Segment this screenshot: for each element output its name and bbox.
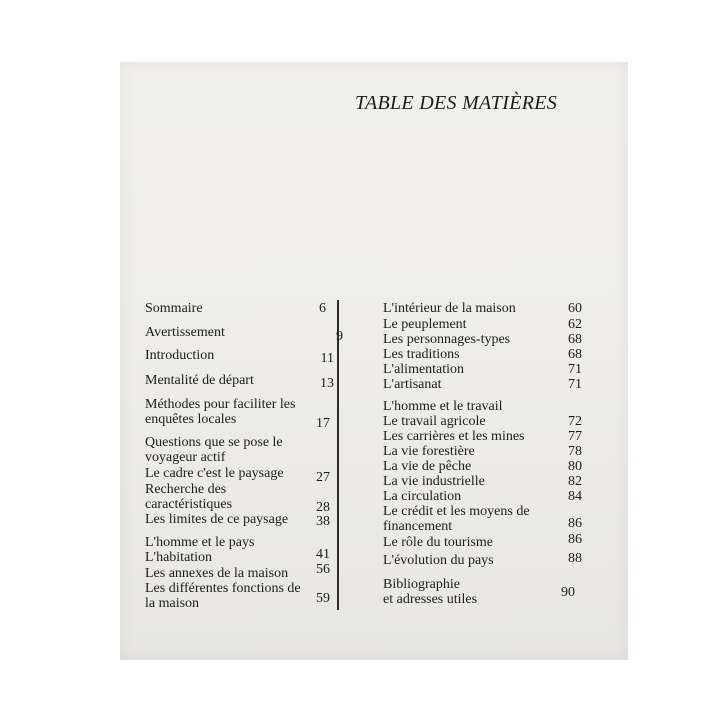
toc-entry-label: Mentalité de départ — [145, 373, 254, 388]
toc-entry-page: 41 — [316, 547, 330, 562]
toc-entry-page: 78 — [568, 444, 582, 459]
toc-entry-page: 82 — [568, 474, 582, 489]
toc-entry-label: Introduction — [145, 348, 215, 363]
toc-entry-label: Le cadre c'est le paysage — [145, 466, 284, 481]
toc-entry-label: la maison — [145, 596, 200, 611]
toc-entry-label: Méthodes pour faciliter les — [145, 397, 296, 412]
toc-entry-page: 17 — [316, 416, 330, 431]
toc-entry-label: L'homme et le travail — [383, 399, 503, 414]
toc-entry-page: 9 — [336, 329, 343, 344]
toc-entry-page: 90 — [561, 585, 575, 600]
toc-entry-label: Le crédit et les moyens de — [383, 504, 530, 519]
toc-entry-label: L'alimentation — [383, 362, 465, 377]
toc-entry-label: Les différentes fonctions de — [145, 581, 301, 596]
toc-entry-page: 84 — [568, 489, 582, 504]
toc-entry-page: 27 — [316, 470, 330, 485]
toc-entry-label: voyageur actif — [145, 450, 226, 465]
toc-entry-page: 62 — [568, 317, 582, 332]
toc-entry-page: 6 — [319, 301, 326, 316]
toc-entry-label: L'homme et le pays — [145, 535, 255, 550]
toc-entry-page: 77 — [568, 429, 582, 444]
toc-entry-label: Sommaire — [145, 301, 203, 316]
toc-entry-page: 86 — [568, 532, 582, 547]
toc-entry-label: Les traditions — [383, 347, 460, 362]
toc-entry-label: Recherche des — [145, 482, 227, 497]
toc-entry-page: 71 — [568, 377, 582, 392]
toc-entry-page: 72 — [568, 414, 582, 429]
toc-entry-label: Le peuplement — [383, 317, 467, 332]
toc-entry-page: 60 — [568, 301, 582, 316]
toc-entry-label: Questions que se pose le — [145, 435, 283, 450]
toc-entry-label: Les annexes de la maison — [145, 566, 289, 581]
toc-entry-label: Le rôle du tourisme — [383, 535, 494, 550]
toc-entry-label: La vie forestière — [383, 444, 475, 459]
toc-entry-label: L'évolution du pays — [383, 553, 494, 568]
toc-entry-page: 68 — [568, 347, 582, 362]
toc-entry-label: et adresses utiles — [383, 592, 478, 607]
toc-entry-page: 68 — [568, 332, 582, 347]
toc-entry-page: 13 — [320, 376, 334, 391]
toc-entry-page: 71 — [568, 362, 582, 377]
toc-entry-label: caractéristiques — [145, 497, 233, 512]
toc-entry-page: 80 — [568, 459, 582, 474]
toc-entry-label: L'habitation — [145, 550, 213, 565]
toc-entry-label: Les carrières et les mines — [383, 429, 525, 444]
toc-entry-page: 86 — [568, 516, 582, 531]
toc-entry-page: 56 — [316, 562, 330, 577]
page-title: TABLE DES MATIÈRES — [355, 92, 558, 114]
toc-entry-label: Les limites de ce paysage — [145, 512, 289, 527]
toc-entry-label: financement — [383, 519, 453, 534]
toc-entry-page: 38 — [316, 514, 330, 529]
toc-entry-label: Bibliographie — [383, 577, 460, 592]
toc-entry-label: L'artisanat — [383, 377, 442, 392]
toc-entry-label: Les personnages-types — [383, 332, 511, 347]
toc-entry-label: La vie industrielle — [383, 474, 485, 489]
toc-entry-label: L'intérieur de la maison — [383, 301, 516, 316]
toc-entry-page: 28 — [316, 500, 330, 515]
toc-entry-label: Avertissement — [145, 325, 225, 340]
toc-entry-page: 88 — [568, 551, 582, 566]
column-divider — [337, 300, 339, 610]
toc-entry-label: Le travail agricole — [383, 414, 486, 429]
toc-entry-page: 11 — [320, 351, 334, 366]
toc-entry-label: La vie de pêche — [383, 459, 472, 474]
toc-entry-label: La circulation — [383, 489, 462, 504]
toc-entry-page: 59 — [316, 591, 330, 606]
toc-entry-label: enquêtes locales — [145, 412, 237, 427]
